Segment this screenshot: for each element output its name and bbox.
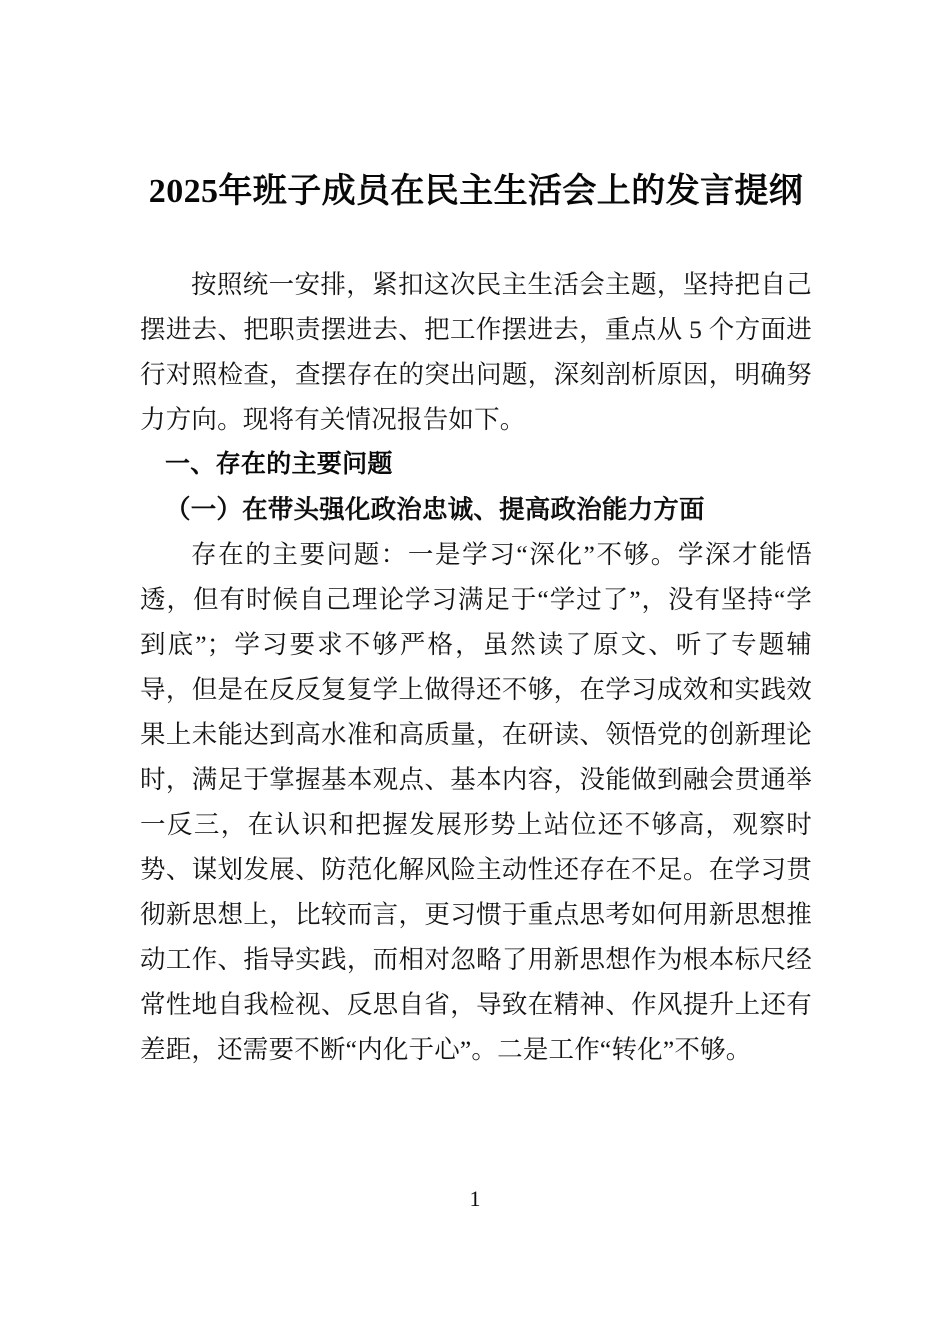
document-body xyxy=(140,0,812,1072)
page-title: 2025年班子成员在民主生活会上的发言提纲 xyxy=(148,173,804,210)
subsection-heading-1: （一）在带头强化政治忠诚、提高政治能力方面 xyxy=(165,495,705,525)
intro-paragraph: 按照统一安排，紧扣这次民主生活会主题，坚持把自己摆进去、把职责摆进去、把工作摆进去，重点从 5 个方面进行对照检查，查摆存在的突出问题，深刻剖析原因，明确努力方向。现将有关情况报告如下。 xyxy=(140,270,812,435)
section-heading-1: 一、存在的主要问题 xyxy=(165,450,393,479)
subsection-1-body-paragraph: 存在的主要问题：一是学习“深化”不够。学深才能悟透，但有时候自己理论学习满足于“学过了”，没有坚持“学到底”；学习要求不够严格，虽然读了原文、听了专题辅导，但是在反反复复学上做得还不够，在学习成效和实践效果上未能达到高水准和高质量，在研读、领悟党的创新理论时，满足于掌握基本观点、基本内容，没能做到融会贯通举一反三，在认识和把握发展形势上站位还不够高，观察时势、谋划发展、防范化解风险主动性还存在不足。在学习贯彻新思想上，比较而言，更习惯于重点思考如何用新思想推动工作、指导实践，而相对忽略了用新思想作为根本标尺经常性地自我检视、反思自省，导致在精神、作风提升上还有差距，还需要不断“内化于心”。二是工作“转化”不够。 xyxy=(140,540,813,1065)
page-number: 1 xyxy=(469,1186,481,1211)
